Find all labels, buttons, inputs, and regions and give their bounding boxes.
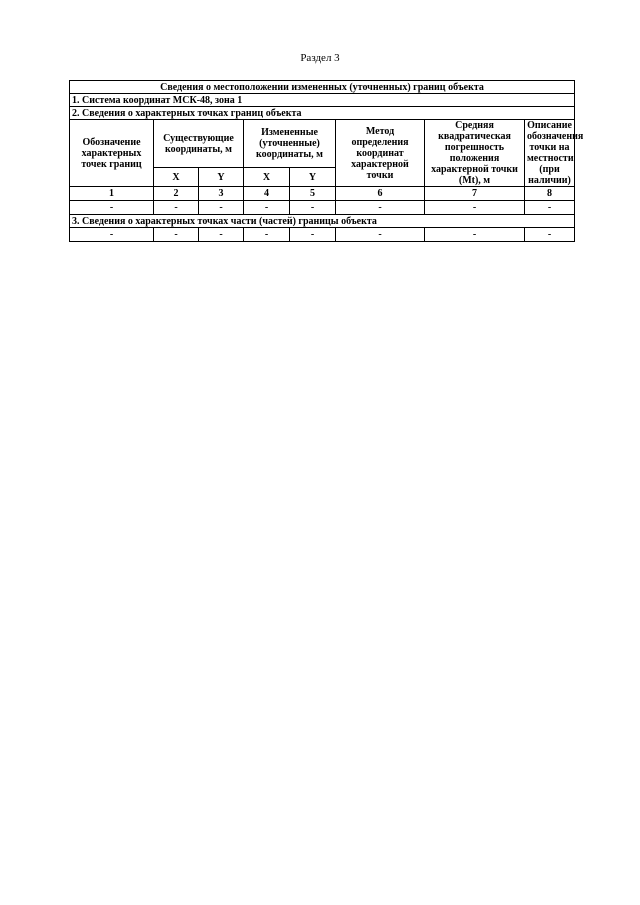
table-cell: - — [425, 228, 525, 242]
table-cell: - — [336, 201, 425, 215]
table-cell: - — [199, 228, 244, 242]
table-cell: - — [290, 228, 336, 242]
table-cell: - — [525, 201, 575, 215]
table-cell: - — [336, 228, 425, 242]
column-number: 3 — [199, 187, 244, 201]
table-row — [70, 187, 575, 201]
table-row — [70, 201, 575, 215]
table-cell: - — [70, 201, 154, 215]
header-y-changed: Y — [290, 168, 336, 187]
header-designation: Обозначение характерных точек границ — [70, 120, 154, 187]
column-number: 7 — [425, 187, 525, 201]
column-number: 5 — [290, 187, 336, 201]
table-row — [70, 228, 575, 242]
coordinate-system-row: 1. Система координат МСК-48, зона 1 — [70, 94, 575, 107]
header-x-existing: X — [154, 168, 199, 187]
header-y-existing: Y — [199, 168, 244, 187]
column-number: 1 — [70, 187, 154, 201]
header-error: Средняя квадратическая погрешность положения характерной точки (Mt), м — [425, 120, 525, 187]
table-cell: - — [425, 201, 525, 215]
header-x-changed: X — [244, 168, 290, 187]
header-description: Описание обозначения точки на местности (при наличии) — [525, 120, 575, 187]
boundary-parts-row: 3. Сведения о характерных точках части (частей) границы объекта — [70, 215, 575, 228]
header-method: Метод определения координат характерной точки — [336, 120, 425, 187]
table-cell: - — [70, 228, 154, 242]
table-cell: - — [525, 228, 575, 242]
table-cell: - — [244, 228, 290, 242]
boundary-table — [69, 80, 584, 242]
column-number: 8 — [525, 187, 575, 201]
column-number: 2 — [154, 187, 199, 201]
column-number: 4 — [244, 187, 290, 201]
table-cell: - — [199, 201, 244, 215]
table-cell: - — [154, 228, 199, 242]
table-title: Сведения о местоположении измененных (уточненных) границ объекта — [70, 81, 575, 94]
table-cell: - — [290, 201, 336, 215]
table-cell: - — [244, 201, 290, 215]
column-number: 6 — [336, 187, 425, 201]
header-changed: Измененные (уточненные) координаты, м — [244, 120, 336, 168]
boundary-points-row: 2. Сведения о характерных точках границ объекта — [70, 107, 575, 120]
section-title: Раздел 3 — [300, 52, 340, 64]
header-existing: Существующие координаты, м — [154, 120, 244, 168]
table-cell: - — [154, 201, 199, 215]
